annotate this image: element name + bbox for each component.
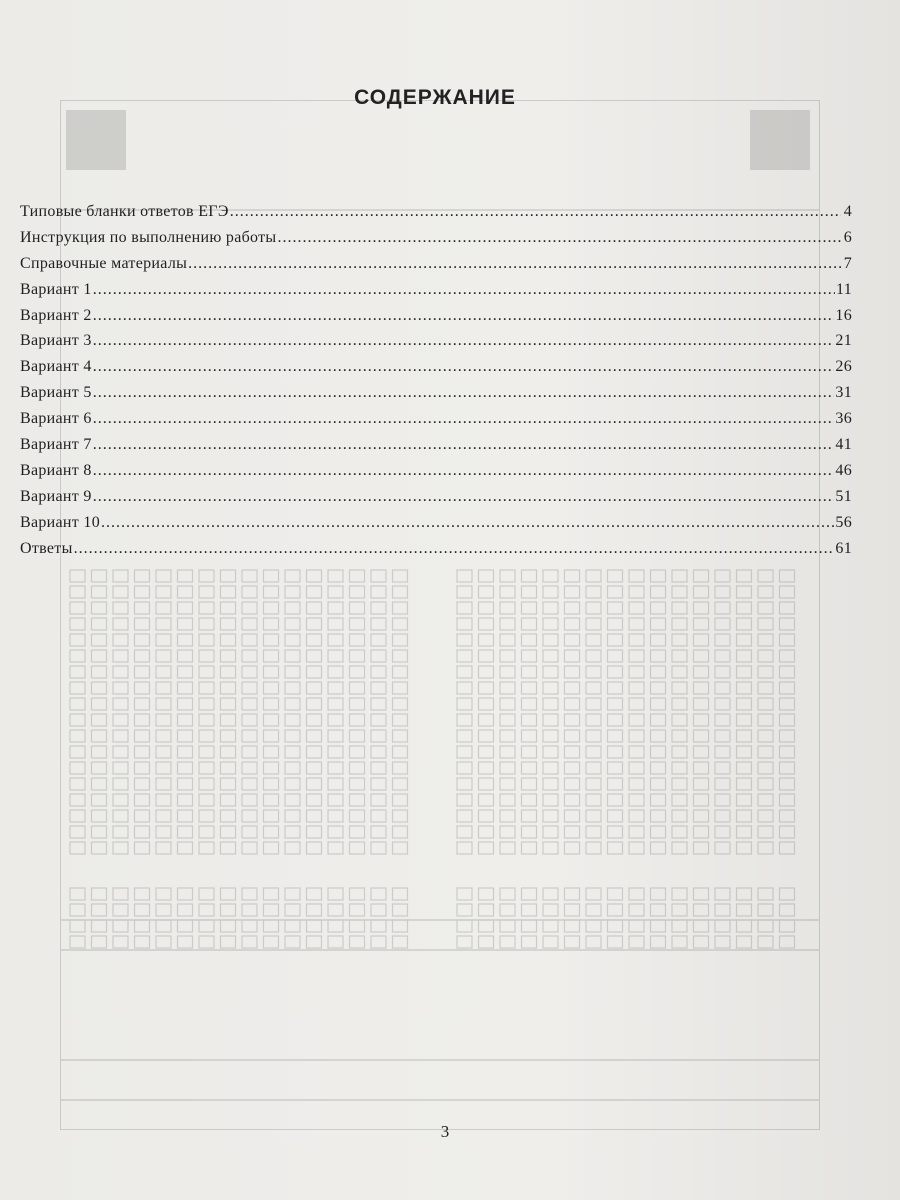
toc-leader-dots bbox=[74, 540, 835, 558]
table-of-contents bbox=[20, 203, 852, 565]
toc-entry-page: 21 bbox=[835, 332, 852, 350]
toc-leader-dots bbox=[93, 462, 835, 480]
toc-entry-page: 7 bbox=[843, 254, 852, 272]
toc-leader-dots bbox=[230, 203, 841, 221]
toc-entry bbox=[20, 410, 852, 436]
toc-leader-dots bbox=[93, 488, 835, 506]
toc-entry bbox=[20, 488, 852, 514]
toc-entry bbox=[20, 514, 852, 540]
toc-entry bbox=[20, 462, 852, 488]
toc-entry bbox=[20, 229, 852, 255]
toc-leader-dots bbox=[93, 332, 835, 350]
toc-entry-label: Вариант 2 bbox=[20, 306, 92, 324]
toc-entry bbox=[20, 255, 852, 281]
toc-entry-label: Ответы bbox=[20, 539, 73, 557]
toc-entry-page: 46 bbox=[835, 461, 852, 479]
toc-entry-page: 26 bbox=[835, 358, 852, 376]
toc-entry-label: Справочные материалы bbox=[20, 254, 188, 272]
toc-entry bbox=[20, 281, 852, 307]
toc-entry bbox=[20, 332, 852, 358]
toc-leader-dots bbox=[188, 255, 841, 273]
toc-entry-label: Вариант 1 bbox=[20, 280, 92, 298]
toc-entry-page: 61 bbox=[835, 539, 852, 557]
toc-leader-dots bbox=[93, 281, 835, 299]
toc-entry-label: Вариант 10 bbox=[20, 513, 100, 531]
toc-entry-label: Вариант 4 bbox=[20, 358, 92, 376]
toc-entry-label: Вариант 3 bbox=[20, 332, 92, 350]
toc-leader-dots bbox=[93, 307, 835, 325]
page-number: 3 bbox=[440, 1122, 450, 1141]
toc-entry bbox=[20, 203, 852, 229]
toc-leader-dots bbox=[93, 384, 835, 402]
toc-leader-dots bbox=[101, 514, 834, 532]
toc-entry-label: Типовые бланки ответов ЕГЭ bbox=[20, 203, 229, 220]
toc-entry-label: Инструкция по выполнению работы bbox=[20, 228, 277, 246]
toc-entry bbox=[20, 358, 852, 384]
toc-entry-page: 51 bbox=[835, 487, 852, 505]
toc-leader-dots bbox=[277, 229, 841, 247]
toc-leader-dots bbox=[93, 436, 835, 454]
toc-entry-page: 4 bbox=[843, 203, 852, 220]
toc-entry-label: Вариант 7 bbox=[20, 436, 92, 454]
toc-entry-label: Вариант 9 bbox=[20, 487, 92, 505]
toc-leader-dots bbox=[93, 410, 835, 428]
toc-entry-label: Вариант 6 bbox=[20, 410, 92, 428]
toc-entry-label: Вариант 8 bbox=[20, 461, 92, 479]
toc-entry bbox=[20, 436, 852, 462]
toc-entry-page: 6 bbox=[843, 228, 852, 246]
toc-entry-page: 36 bbox=[835, 410, 852, 428]
page-title: СОДЕРЖАНИЕ bbox=[354, 86, 516, 109]
toc-entry-label: Вариант 5 bbox=[20, 384, 92, 402]
toc-entry-page: 16 bbox=[835, 306, 852, 324]
toc-entry bbox=[20, 540, 852, 566]
toc-entry-page: 31 bbox=[835, 384, 852, 402]
toc-entry-page: 11 bbox=[835, 280, 852, 298]
toc-entry bbox=[20, 307, 852, 333]
toc-entry bbox=[20, 384, 852, 410]
toc-entry-page: 56 bbox=[835, 513, 852, 531]
toc-leader-dots bbox=[93, 358, 835, 376]
toc-entry-page: 41 bbox=[835, 436, 852, 454]
